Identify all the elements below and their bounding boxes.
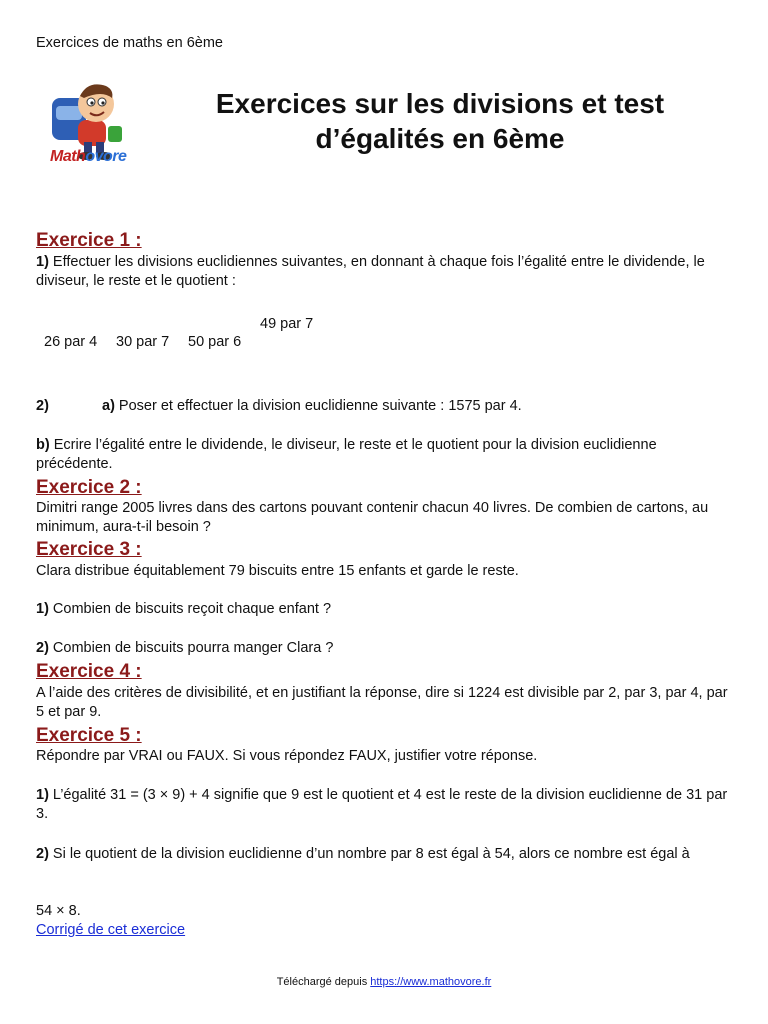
logo-text: Mathovore xyxy=(50,148,127,165)
exercise-1-question-2a: a) Poser et effectuer la division euclidienne suivante : 1575 par 4. xyxy=(102,398,522,414)
division-item: 50 par 6 xyxy=(188,334,242,350)
page-title xyxy=(175,86,705,156)
exercise-4-text: A l’aide des critères de divisibilité, et en justifiant la réponse, dire si 1224 est divisible par 2, par 3, par 4, par 5 et par 9. xyxy=(36,685,728,720)
exercise-3-title: Exercice 3 : xyxy=(36,539,142,560)
title-line-1: Exercices sur les divisions et test xyxy=(215,88,665,119)
exercise-1-question-2b: b) Ecrire l’égalité entre le dividende, le diviseur, le reste et le quotient pour la division euclidienne précédente. xyxy=(36,437,657,472)
document-header: Exercices de maths en 6ème xyxy=(36,35,223,51)
exercise-5-title: Exercice 5 : xyxy=(36,725,142,746)
footer xyxy=(0,976,768,988)
exercise-2-title: Exercice 2 : xyxy=(36,477,142,498)
division-item: 30 par 7 xyxy=(116,334,170,350)
exercise-5-question-2-continued: 54 × 8. xyxy=(36,903,81,919)
correction-link-wrapper xyxy=(36,921,185,940)
exercise-5-question-2: 2) Si le quotient de la division euclidienne d’un nombre par 8 est égal à 54, alors ce nombre est égal à xyxy=(36,846,690,862)
mathovore-logo xyxy=(44,76,144,168)
correction-link[interactable]: Corrigé de cet exercice xyxy=(36,922,186,938)
division-item: 49 par 7 xyxy=(260,316,314,332)
exercise-3-question-2: 2) Combien de biscuits pourra manger Clara ? xyxy=(36,640,334,656)
exercise-5-question-1: 1) L’égalité 31 = (3 × 9) + 4 signifie que 9 est le quotient et 4 est le reste de la division euclidienne de 31 par 3. xyxy=(36,787,728,822)
exercise-2-text: Dimitri range 2005 livres dans des cartons pouvant contenir chacun 40 livres. De combien de cartons, au minimum, aura-t-il besoin ? xyxy=(36,500,709,535)
exercise-1-question-2-number: 2) xyxy=(36,398,49,414)
title-line-2: d’égalités en 6ème xyxy=(315,123,565,154)
exercise-1-question-1: 1) Effectuer les divisions euclidiennes suivantes, en donnant à chaque fois l’égalité entre le dividende, le diviseur, le reste et le quotient : xyxy=(36,254,705,289)
exercise-1-title: Exercice 1 : xyxy=(36,230,142,251)
exercise-4-title: Exercice 4 : xyxy=(36,661,142,682)
division-item: 26 par 4 xyxy=(44,334,98,350)
exercise-5-text: Répondre par VRAI ou FAUX. Si vous répondez FAUX, justifier votre réponse. xyxy=(36,748,538,764)
footer-link[interactable]: https://www.mathovore.fr xyxy=(370,976,492,988)
exercise-3-question-1: 1) Combien de biscuits reçoit chaque enfant ? xyxy=(36,601,332,617)
footer-prefix: Téléchargé depuis xyxy=(276,976,371,988)
exercise-3-text: Clara distribue équitablement 79 biscuits entre 15 enfants et garde le reste. xyxy=(36,563,519,579)
